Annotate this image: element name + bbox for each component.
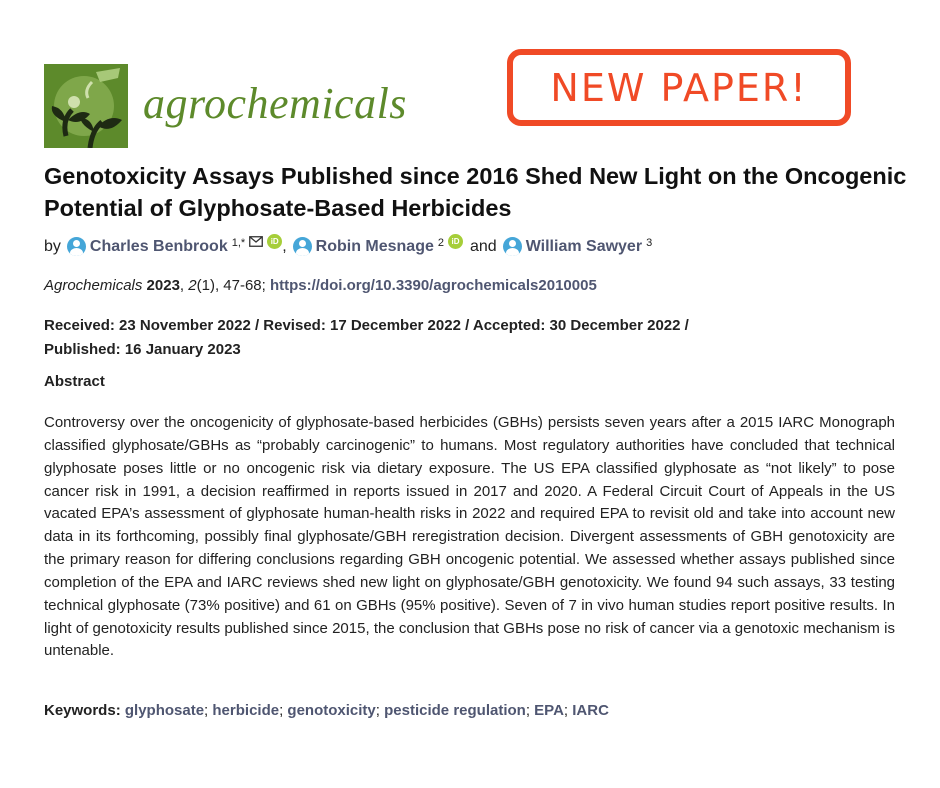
orcid-icon[interactable]: iD xyxy=(448,234,463,249)
publication-dates xyxy=(44,314,844,362)
email-icon[interactable] xyxy=(249,234,263,252)
doi-link[interactable]: https://doi.org/10.3390/agrochemicals2010005 xyxy=(269,277,597,294)
citation-issue-pages: (1), 47-68; xyxy=(196,277,266,294)
author-name-mesnage[interactable]: Robin Mesnage xyxy=(315,237,434,255)
journal-name: agrochemicals xyxy=(143,79,407,128)
keyword-separator: ; xyxy=(279,702,284,719)
abstract-heading: Abstract xyxy=(44,373,105,390)
orcid-icon[interactable]: iD xyxy=(267,234,282,249)
keyword-separator: ; xyxy=(525,702,530,719)
keyword-link[interactable]: IARC xyxy=(572,702,609,719)
author-separator: , xyxy=(282,237,287,255)
author-name-sawyer[interactable]: William Sawyer xyxy=(525,237,643,255)
citation-volume: 2 xyxy=(188,277,197,294)
author-name-benbrook[interactable]: Charles Benbrook xyxy=(89,237,228,255)
author-profile-icon[interactable] xyxy=(67,237,86,256)
author-conjunction: and xyxy=(470,237,497,255)
journal-logo xyxy=(44,64,128,148)
keyword-link[interactable]: pesticide regulation xyxy=(384,702,526,719)
keyword-separator: ; xyxy=(375,702,380,719)
keywords-heading: Keywords: xyxy=(44,702,121,719)
keyword-link[interactable]: EPA xyxy=(534,702,564,719)
citation-journal: Agrochemicals xyxy=(44,277,143,294)
keyword-link[interactable]: glyphosate xyxy=(124,702,205,719)
citation-line: Agrochemicals 2023, 2(1), 47-68; https://doi.org/10.3390/agrochemicals2010005 xyxy=(44,277,597,294)
author-profile-icon[interactable] xyxy=(503,237,522,256)
keyword-link[interactable]: genotoxicity xyxy=(287,702,376,719)
author-profile-icon[interactable] xyxy=(293,237,312,256)
author-line xyxy=(44,237,652,256)
keyword-separator: ; xyxy=(204,702,209,719)
paper-title: Genotoxicity Assays Published since 2016 Shed New Light on the Oncogenic Potential of Glyphosate-Based Herbicides xyxy=(44,163,907,221)
citation-year: 2023 xyxy=(146,277,180,294)
dates-line-1: Received: 23 November 2022 / Revised: 17 December 2022 / Accepted: 30 December 2022 / xyxy=(44,317,689,334)
author-affiliation: 3 xyxy=(646,236,653,249)
keyword-separator: ; xyxy=(563,702,569,719)
dates-line-2: Published: 16 January 2023 xyxy=(44,341,241,358)
authors-prefix: by xyxy=(44,237,61,255)
keywords-line xyxy=(44,702,609,719)
new-paper-badge: NEW PAPER! xyxy=(507,49,851,126)
keyword-link[interactable]: herbicide xyxy=(212,702,280,719)
author-affiliation: 2 xyxy=(437,236,444,249)
author-affiliation: 1,* xyxy=(231,236,246,249)
abstract-text: Controversy over the oncogenicity of glyphosate-based herbicides (GBHs) persists seven years after a 2015 IARC Monograph classified glyphosate/GBHs as “probably carcinogenic” to humans. Most regulatory authorities have concluded that technical glyphosate poses little or no oncogenic risk via dietary exposure. The US EPA classified glyphosate as “not likely” to pose cancer risk in 1991, a decision reaffirmed in reports issued in 2017 and 2020. A Federal Circuit Court of Appeals in the US vacated EPA’s assessment of glyphosate human-health risks in 2022 and required EPA to revisit old and take into account new data in its forthcoming, possibly final glyphosate/GBH reregistration decision. Divergent assessments of GBH genotoxicity are the primary reason for differing conclusions regarding GBH oncogenic potential. We assessed whether assays published since completion of the EPA and IARC reviews shed new light on glyphosate/GBH genotoxicity. We found 94 such assays, 33 testing technical glyphosate (73% positive) and 61 on GBHs (95% positive). Seven of 7 in vivo human studies report positive results. In light of genotoxicity results published since 2015, the conclusion that GBHs pose no risk of cancer via a genotoxic mechanism is untenable. xyxy=(44,414,895,660)
